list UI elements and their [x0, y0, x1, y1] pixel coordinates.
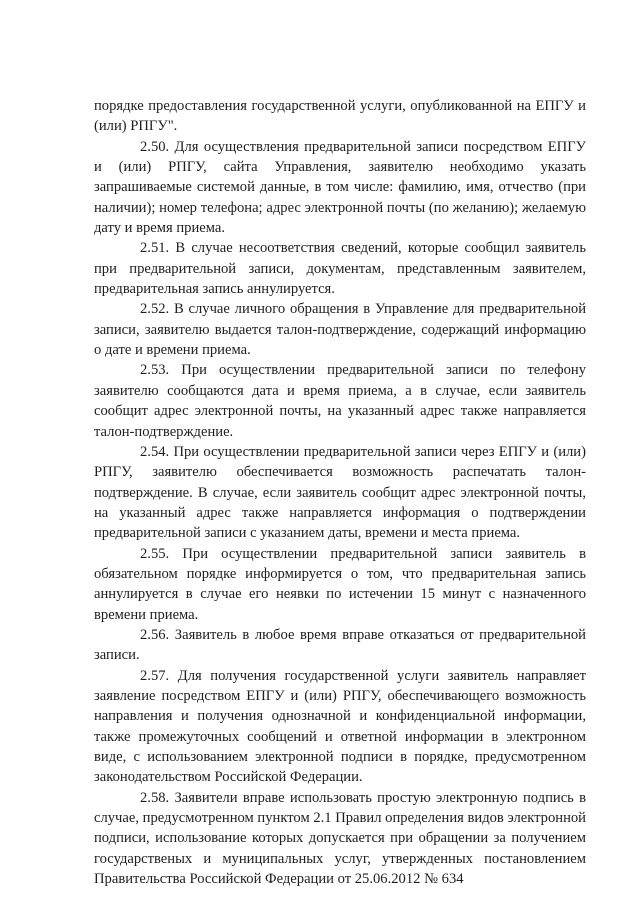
paragraph-text: порядке предоставления государственной услуги, опубликованной на ЕПГУ и (или) РПГУ". [94, 98, 586, 135]
paragraph-2-52 [94, 299, 586, 360]
paragraph-number: 2.51. [140, 240, 170, 257]
paragraph-2-51 [94, 238, 586, 299]
paragraph-2-53 [94, 360, 586, 441]
paragraph-number: 2.58. [140, 789, 170, 806]
paragraph-2-55 [94, 544, 586, 625]
document-body [94, 96, 586, 889]
paragraph-text: Для получения государственной услуги заявитель направляет заявление посредством ЕПГУ и (или) РПГУ, обеспечивающего возможность направления и получения однозначной и конфиденциальной информации, также промежуточных сообщений и ответной информации в электронном виде, с использованием электронной подписи в порядке, предусмотренном законодательством Российской Федерации. [94, 667, 586, 786]
paragraph-number: 2.50. [140, 138, 170, 155]
paragraph-continuation [94, 96, 586, 137]
paragraph-2-50 [94, 137, 586, 239]
paragraph-number: 2.55. [140, 545, 170, 562]
paragraph-number: 2.53. [140, 362, 170, 379]
paragraph-2-57 [94, 666, 586, 788]
paragraph-2-58 [94, 788, 586, 890]
paragraph-number: 2.57. [140, 667, 170, 684]
paragraph-number: 2.52. [140, 301, 170, 318]
paragraph-text: При осуществлении предварительной записи через ЕПГУ и (или) РПГУ, заявителю обеспечивается возможность распечатать талон-подтверждение. В случае, если заявитель сообщит адрес электронной почты, на указанный адрес также направляется информация о подтверждении предварительной записи с указанием даты, времени и места приема. [94, 443, 586, 542]
paragraph-2-54 [94, 442, 586, 544]
paragraph-text: В случае личного обращения в Управление для предварительной записи, заявителю выдается талон-подтверждение, содержащий информацию о дате и времени приема. [94, 301, 587, 359]
paragraph-text: Заявители вправе использовать простую электронную подпись в случае, предусмотренном пунктом 2.1 Правил определения видов электронной подписи, использование которых допускается при обращении за получением государственых и муниципальных услуг, утвержденных постановлением Правительства Российской Федерации от 25.06.2012 № 634 [94, 789, 586, 888]
paragraph-text: При осуществлении предварительной записи заявитель в обязательном порядке информируется о том, что предварительная запись аннулируется в случае его неявки по истечении 15 минут с назначенного времени приема. [94, 545, 586, 623]
paragraph-number: 2.56. [140, 626, 170, 643]
paragraph-2-56 [94, 625, 586, 666]
paragraph-number: 2.54. [140, 443, 170, 460]
paragraph-text: Заявитель в любое время вправе отказаться от предварительной записи. [94, 626, 586, 664]
paragraph-text: При осуществлении предварительной записи по телефону заявителю сообщаются дата и время приема, а в случае, если заявитель сообщит адрес электронной почты, на указанный адрес также направляется талон-подтверждение. [94, 362, 586, 440]
paragraph-text: В случае несоответствия сведений, которые сообщил заявитель при предварительной записи, документам, представленным заявителем, предварительная запись аннулируется. [94, 240, 586, 298]
paragraph-text: Для осуществления предварительной записи посредством ЕПГУ и (или) РПГУ, сайта Управления, заявителю необходимо указать запрашиваемые системой данные, в том числе: фамилию, имя, отчество (при наличии); номер телефона; адрес электронной почты (по желанию); желаемую дату и время приема. [94, 138, 586, 237]
